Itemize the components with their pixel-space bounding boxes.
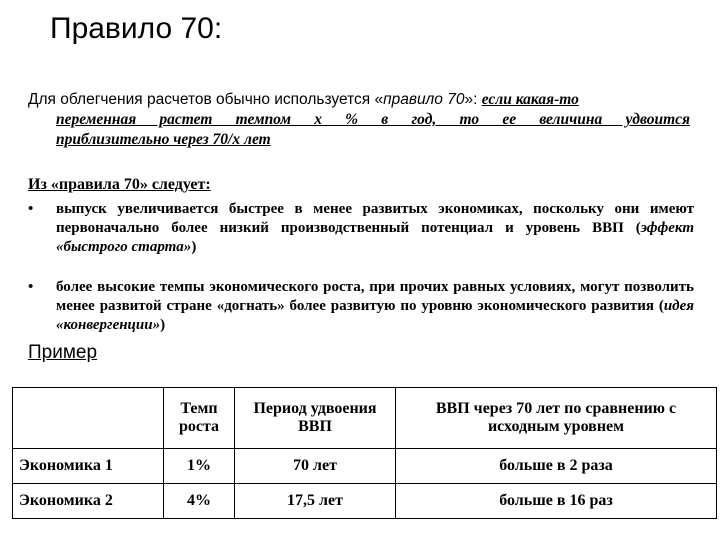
bullet-text-close: ) (191, 239, 197, 255)
rule-definition (28, 90, 690, 150)
table-cell: 17,5 лет (235, 484, 396, 519)
bullet-text-italic: эффект «быстрого старта» (56, 220, 694, 255)
bullet-text-plain: более высокие темпы экономического роста, при прочих равных условиях, могут позволить менее развитой стране «догнать» более развитую по уровню экономического развития ( (56, 279, 694, 314)
table-row (13, 449, 717, 484)
table-cell: 1% (164, 449, 235, 484)
table-cell: 4% (164, 484, 235, 519)
bullet-text-plain: выпуск увеличивается быстрее в менее развитых экономиках, поскольку они имеют первоначально более низкий производственный потенциал и уровень ВВП ( (56, 201, 694, 236)
intro-text: Для облегчения расчетов обычно используется « (28, 91, 384, 108)
bullet-text-italic: идея «конвергенции» (56, 298, 694, 333)
bullet-icon: • (28, 279, 34, 295)
list-item (28, 278, 694, 335)
table-row (13, 484, 717, 519)
rule-name: правило 70 (383, 91, 465, 108)
example-table (12, 387, 717, 519)
rule-statement-line2: переменная растет темпом х % в год, то ее величина удвоится (56, 111, 690, 128)
consequences-heading: Из «правила 70» следует: (28, 176, 211, 193)
bullet-text-close: ) (160, 317, 166, 333)
header-cell: ВВП через 70 лет по сравнению с исходным уровнем (396, 388, 717, 449)
table-cell: Экономика 2 (13, 484, 164, 519)
table-cell: больше в 2 раза (396, 449, 717, 484)
page-title: Правило 70: (50, 12, 223, 45)
table-cell: 70 лет (235, 449, 396, 484)
rule-statement-line3: приблизительно через 70/х лет (56, 131, 271, 148)
intro-colon: »: (464, 91, 482, 108)
table-cell: больше в 16 раз (396, 484, 717, 519)
table-cell: Экономика 1 (13, 449, 164, 484)
bullet-icon: • (28, 201, 34, 217)
bullet-text (56, 278, 694, 335)
header-cell (13, 388, 164, 449)
example-label: Пример (28, 342, 98, 363)
table-header-row (13, 388, 717, 449)
list-item (28, 200, 694, 257)
bullet-text (56, 200, 694, 257)
header-cell: Период удвоения ВВП (235, 388, 396, 449)
header-cell: Темп роста (164, 388, 235, 449)
rule-statement-line1: если какая-то (481, 91, 579, 108)
